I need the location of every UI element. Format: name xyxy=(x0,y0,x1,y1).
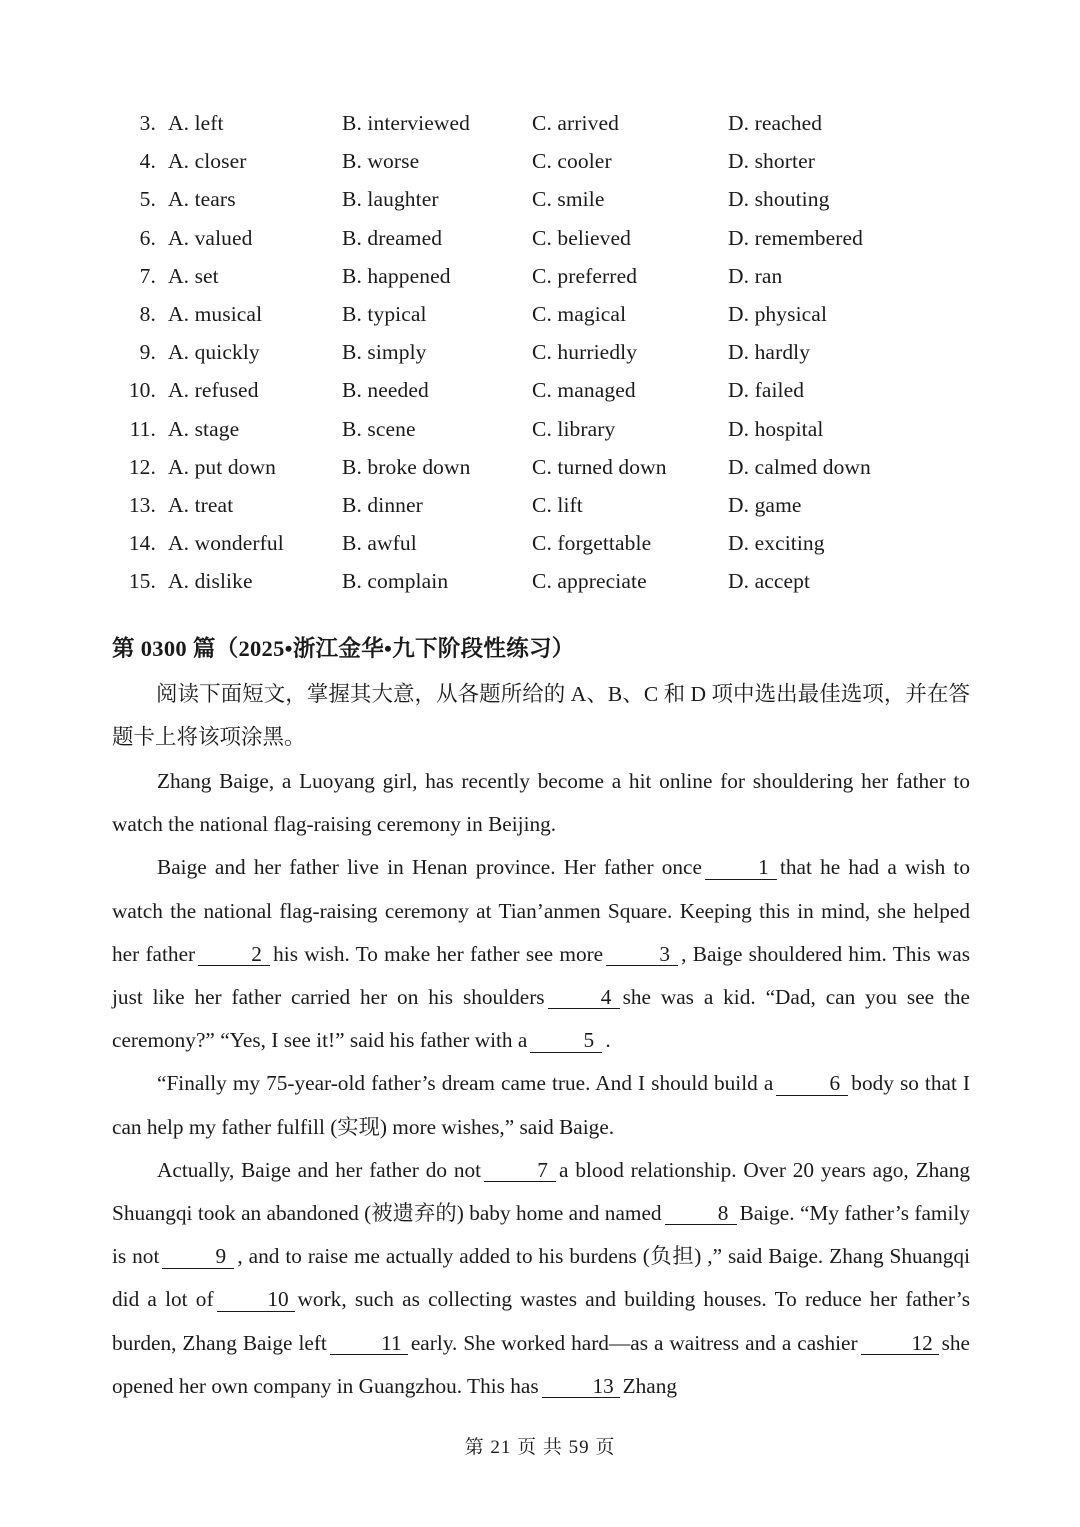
option-a[interactable]: A. closer xyxy=(168,149,247,174)
table-row xyxy=(112,104,982,142)
table-row xyxy=(112,180,982,218)
option-d[interactable]: D. accept xyxy=(728,569,811,594)
passage-text: his wish. To make her father see more xyxy=(273,941,604,966)
option-c[interactable]: C. turned down xyxy=(532,454,667,479)
option-a[interactable]: A. quickly xyxy=(168,340,260,365)
table-row xyxy=(112,295,982,333)
passage-text: body so that I can help my father fulfill (实现) more wishes,” said Baige. xyxy=(112,1071,970,1139)
option-c[interactable]: C. magical xyxy=(532,301,627,326)
option-a[interactable]: A. dislike xyxy=(168,569,253,594)
passage-text: a blood relationship. Over 20 years ago, Zhang Shuangqi took an abandoned (被遗弃的) baby home and named xyxy=(112,1157,970,1226)
option-c[interactable]: C. forgettable xyxy=(532,531,652,556)
table-row xyxy=(112,219,982,257)
page-footer: 第 21 页 共 59 页 xyxy=(464,1437,616,1458)
passage-text: early. She worked hard—as a waitress and a cashier xyxy=(410,1330,858,1355)
passage-text: Actually, Baige and her father do not xyxy=(157,1157,482,1182)
answer-blank-8[interactable]: 8 xyxy=(665,1202,737,1225)
answer-blank-10[interactable]: 10 xyxy=(217,1288,295,1311)
multiple-choice-options-list xyxy=(112,104,982,600)
option-b[interactable]: B. worse xyxy=(342,149,420,174)
passage-text: , and to raise me actually added to his burdens (负担) ,” said Baige. Zhang Shuangqi did a lot of xyxy=(112,1244,970,1312)
option-a[interactable]: A. treat xyxy=(168,492,234,517)
question-number: 10. xyxy=(128,378,156,403)
table-row xyxy=(112,562,982,600)
option-b[interactable]: B. awful xyxy=(342,531,417,556)
table-row xyxy=(112,524,982,562)
table-row xyxy=(112,448,982,486)
option-c[interactable]: C. cooler xyxy=(532,149,612,174)
option-d[interactable]: D. remembered xyxy=(728,225,864,250)
answer-blank-11[interactable]: 11 xyxy=(330,1332,408,1355)
question-number: 15. xyxy=(128,569,156,594)
option-c[interactable]: C. managed xyxy=(532,378,636,403)
passage-paragraph-4 xyxy=(112,1149,970,1408)
answer-blank-9[interactable]: 9 xyxy=(162,1245,234,1268)
option-a[interactable]: A. left xyxy=(168,111,224,135)
option-a[interactable]: A. put down xyxy=(168,454,277,479)
passage-text: . xyxy=(605,1028,611,1053)
question-number: 4. xyxy=(139,149,156,174)
passage-text: Baige. “My father’s family is not xyxy=(112,1201,970,1269)
option-a[interactable]: A. refused xyxy=(168,378,259,403)
option-d[interactable]: D. calmed down xyxy=(728,454,871,479)
option-b[interactable]: B. broke down xyxy=(342,454,471,479)
option-c[interactable]: C. believed xyxy=(532,225,632,250)
option-b[interactable]: B. needed xyxy=(342,378,429,403)
section-heading: 第 0300 篇（2025•浙江金华•九下阶段性练习） xyxy=(112,636,575,661)
answer-blank-1[interactable]: 1 xyxy=(705,856,777,879)
answer-blank-4[interactable]: 4 xyxy=(548,986,620,1009)
question-number: 3. xyxy=(139,111,156,135)
passage-text: Zhang xyxy=(622,1373,678,1398)
answer-blank-2[interactable]: 2 xyxy=(198,943,270,966)
table-row xyxy=(112,410,982,448)
passage-paragraph-3 xyxy=(112,1062,970,1148)
option-d[interactable]: D. failed xyxy=(728,378,805,403)
option-b[interactable]: B. dreamed xyxy=(342,225,443,250)
option-a[interactable]: A. stage xyxy=(168,416,240,441)
answer-blank-7[interactable]: 7 xyxy=(484,1159,556,1182)
passage-text: , Baige shouldered him. This was just like her father carried her on his shoulders xyxy=(112,941,970,1010)
option-b[interactable]: B. simply xyxy=(342,340,427,365)
question-number: 6. xyxy=(139,225,156,250)
answer-blank-6[interactable]: 6 xyxy=(776,1072,848,1095)
answer-blank-12[interactable]: 12 xyxy=(861,1332,939,1355)
option-c[interactable]: C. arrived xyxy=(532,111,619,135)
option-c[interactable]: C. library xyxy=(532,416,616,441)
table-row xyxy=(112,333,982,371)
reading-passage xyxy=(112,760,970,1408)
question-number: 5. xyxy=(139,187,156,212)
option-c[interactable]: C. smile xyxy=(532,187,605,212)
question-number: 13. xyxy=(128,492,156,517)
question-number: 11. xyxy=(129,416,156,441)
option-a[interactable]: A. valued xyxy=(168,225,253,250)
question-number: 14. xyxy=(128,531,156,556)
option-c[interactable]: C. lift xyxy=(532,492,583,517)
option-b[interactable]: B. complain xyxy=(342,569,449,594)
option-c[interactable]: C. preferred xyxy=(532,263,638,288)
option-b[interactable]: B. dinner xyxy=(342,492,423,517)
option-d[interactable]: D. ran xyxy=(728,263,783,288)
option-d[interactable]: D. physical xyxy=(728,301,828,326)
table-row xyxy=(112,486,982,524)
option-b[interactable]: B. interviewed xyxy=(342,111,470,135)
passage-text: she was a kid. “Dad, can you see the ceremony?” “Yes, I see it!” said his father with a xyxy=(112,985,971,1053)
option-c[interactable]: C. appreciate xyxy=(532,569,647,594)
answer-blank-13[interactable]: 13 xyxy=(542,1375,620,1398)
option-a[interactable]: A. wonderful xyxy=(168,531,284,556)
option-b[interactable]: B. typical xyxy=(342,301,427,326)
passage-text: “Finally my 75-year-old father’s dream came true. And I should build a xyxy=(157,1071,774,1096)
option-b[interactable]: B. scene xyxy=(342,416,416,441)
passage-text: work, such as collecting wastes and building houses. To reduce her father’s burden, Zhang Baige left xyxy=(112,1287,970,1355)
option-a[interactable]: A. musical xyxy=(168,301,263,326)
option-d[interactable]: D. exciting xyxy=(728,531,825,556)
table-row xyxy=(112,142,982,180)
passage-paragraph-1 xyxy=(112,760,970,846)
passage-text: that he had a wish to watch the national flag-raising ceremony at Tian’anmen Square. Keeping this in mind, she helped her father xyxy=(112,855,970,966)
option-a[interactable]: A. set xyxy=(168,263,219,288)
option-b[interactable]: B. happened xyxy=(342,263,451,288)
option-c[interactable]: C. hurriedly xyxy=(532,340,638,365)
answer-blank-5[interactable]: 5 xyxy=(530,1029,602,1052)
table-row xyxy=(112,257,982,295)
question-number: 7. xyxy=(139,263,156,288)
option-d[interactable]: D. hardly xyxy=(728,340,811,365)
passage-text: she opened her own company in Guangzhou. This has xyxy=(112,1330,970,1398)
option-a[interactable]: A. tears xyxy=(168,187,236,212)
passage-text: Baige and her father live in Henan province. Her father once xyxy=(157,855,702,880)
option-d[interactable]: D. reached xyxy=(728,111,823,135)
question-number: 8. xyxy=(139,301,156,326)
instruction-text: 阅读下面短文，掌握其大意，从各题所给的 A、B、C 和 D 项中选出最佳选项，并在答题卡上将该项涂黑。 xyxy=(112,682,970,749)
option-d[interactable]: D. shouting xyxy=(728,187,830,212)
question-number: 9. xyxy=(139,340,156,365)
question-number: 12. xyxy=(128,454,156,479)
table-row xyxy=(112,371,982,409)
option-d[interactable]: D. game xyxy=(728,492,802,517)
option-d[interactable]: D. shorter xyxy=(728,149,815,174)
answer-blank-3[interactable]: 3 xyxy=(606,943,678,966)
passage-paragraph-2 xyxy=(112,846,970,1062)
option-b[interactable]: B. laughter xyxy=(342,187,439,212)
option-d[interactable]: D. hospital xyxy=(728,416,824,441)
passage-text: Zhang Baige, a Luoyang girl, has recently become a hit online for shouldering her father to watch the national flag-raising ceremony in Beijing. xyxy=(112,769,970,837)
